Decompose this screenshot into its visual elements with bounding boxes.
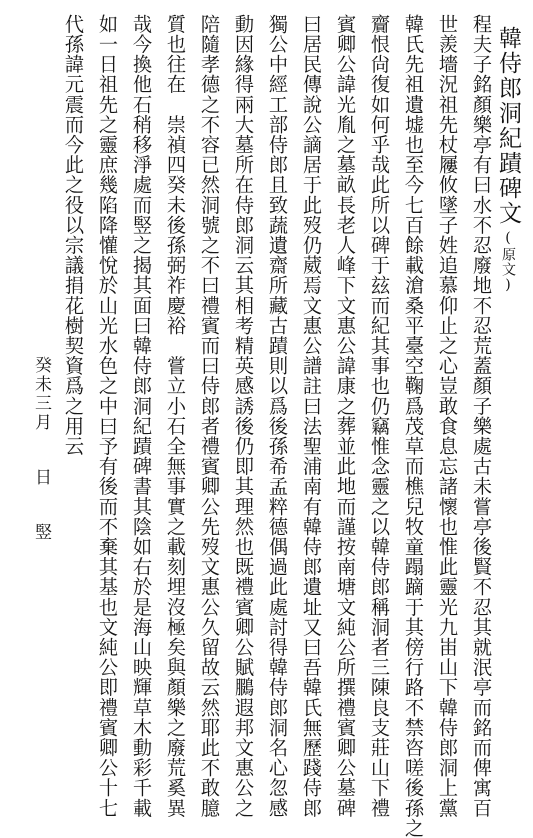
text-column: 世羨墻況祖先杖屨攸墜子姓追慕仰止之心豈敢食息忘諸懷也惟此靈光九峀山下韓侍郎洞上黨	[436, 14, 459, 818]
text-column: 代孫諱元震而今此之役以宗議捐花樹契資爲之用云	[62, 14, 85, 457]
text-column: 質也往在 崇禎四癸未後孫弼祚慶裕 嘗立小石全無事實之載刻埋沒極矣與顏樂之廢荒奚異	[164, 14, 187, 818]
text-column: 賓卿公諱光胤之墓畝長老人峰下文惠公諱康之葬並此地而謹按南塘文純公所撰禮賓卿公墓碑	[334, 14, 357, 818]
date-line	[30, 356, 52, 542]
text-column: 如一日祖先之靈庶幾陷降懽悅於山光水色之中曰予有後而不棄其基也文純公即禮賓卿公十七	[96, 14, 119, 818]
text-column: 韓氏先祖遺墟也至今七百餘載滄桑平臺空鞠爲茂草而樵兒牧童蹋蹢于其傍行路不禁咨嗟後孫之	[402, 14, 425, 838]
text-column: 獨公中經工部侍郎且致蔬遺齋所藏古蹟則以爲後孫希孟粹德偶過此處討得韓侍郎洞名心忽感	[266, 14, 289, 818]
text-column: 陪隨孝德之不容已然洞號之不曰禮賓而曰侍郎者禮賓卿公先歿文惠公久留故云然耶此不敢臆	[198, 14, 221, 818]
date-action: 竪	[31, 523, 51, 542]
text-column: 齎恨尙復如何乎哉此所以碑于玆而紀其事也仍竊惟念靈之以韓侍郎稱洞者三陳良支莊山下禮	[368, 14, 391, 818]
title-note: (原文)	[500, 230, 516, 294]
text-column: 哉今換他石稍移淨處而竪之揭其面曰韓侍郎洞紀蹟碑書其陰如右於是海山映輝草木動彩千載	[130, 14, 153, 818]
date-year-month: 癸未三月	[31, 356, 51, 432]
text-column: 動因緣得兩大墓所在侍郎洞云其相考精英感誘後仍即其理然也既禮賓卿公賦鵩遐邦文惠公之	[232, 14, 255, 818]
document-title	[495, 26, 525, 294]
text-column: 曰居民傳說公謫居于此歿仍葳焉文惠公譜註曰法聖浦南有韓侍郎遺址又曰吾韓氏無歷踐侍郎	[300, 14, 323, 818]
title-text: 韓侍郎洞紀蹟碑文	[495, 26, 521, 226]
date-day: 日	[31, 468, 51, 487]
text-column: 程夫子銘顏樂亭有曰水不忍廢地不忍荒蓋顏子樂處古未嘗亭後賢不忍其就泯亭而銘而俾寓百	[470, 14, 493, 818]
